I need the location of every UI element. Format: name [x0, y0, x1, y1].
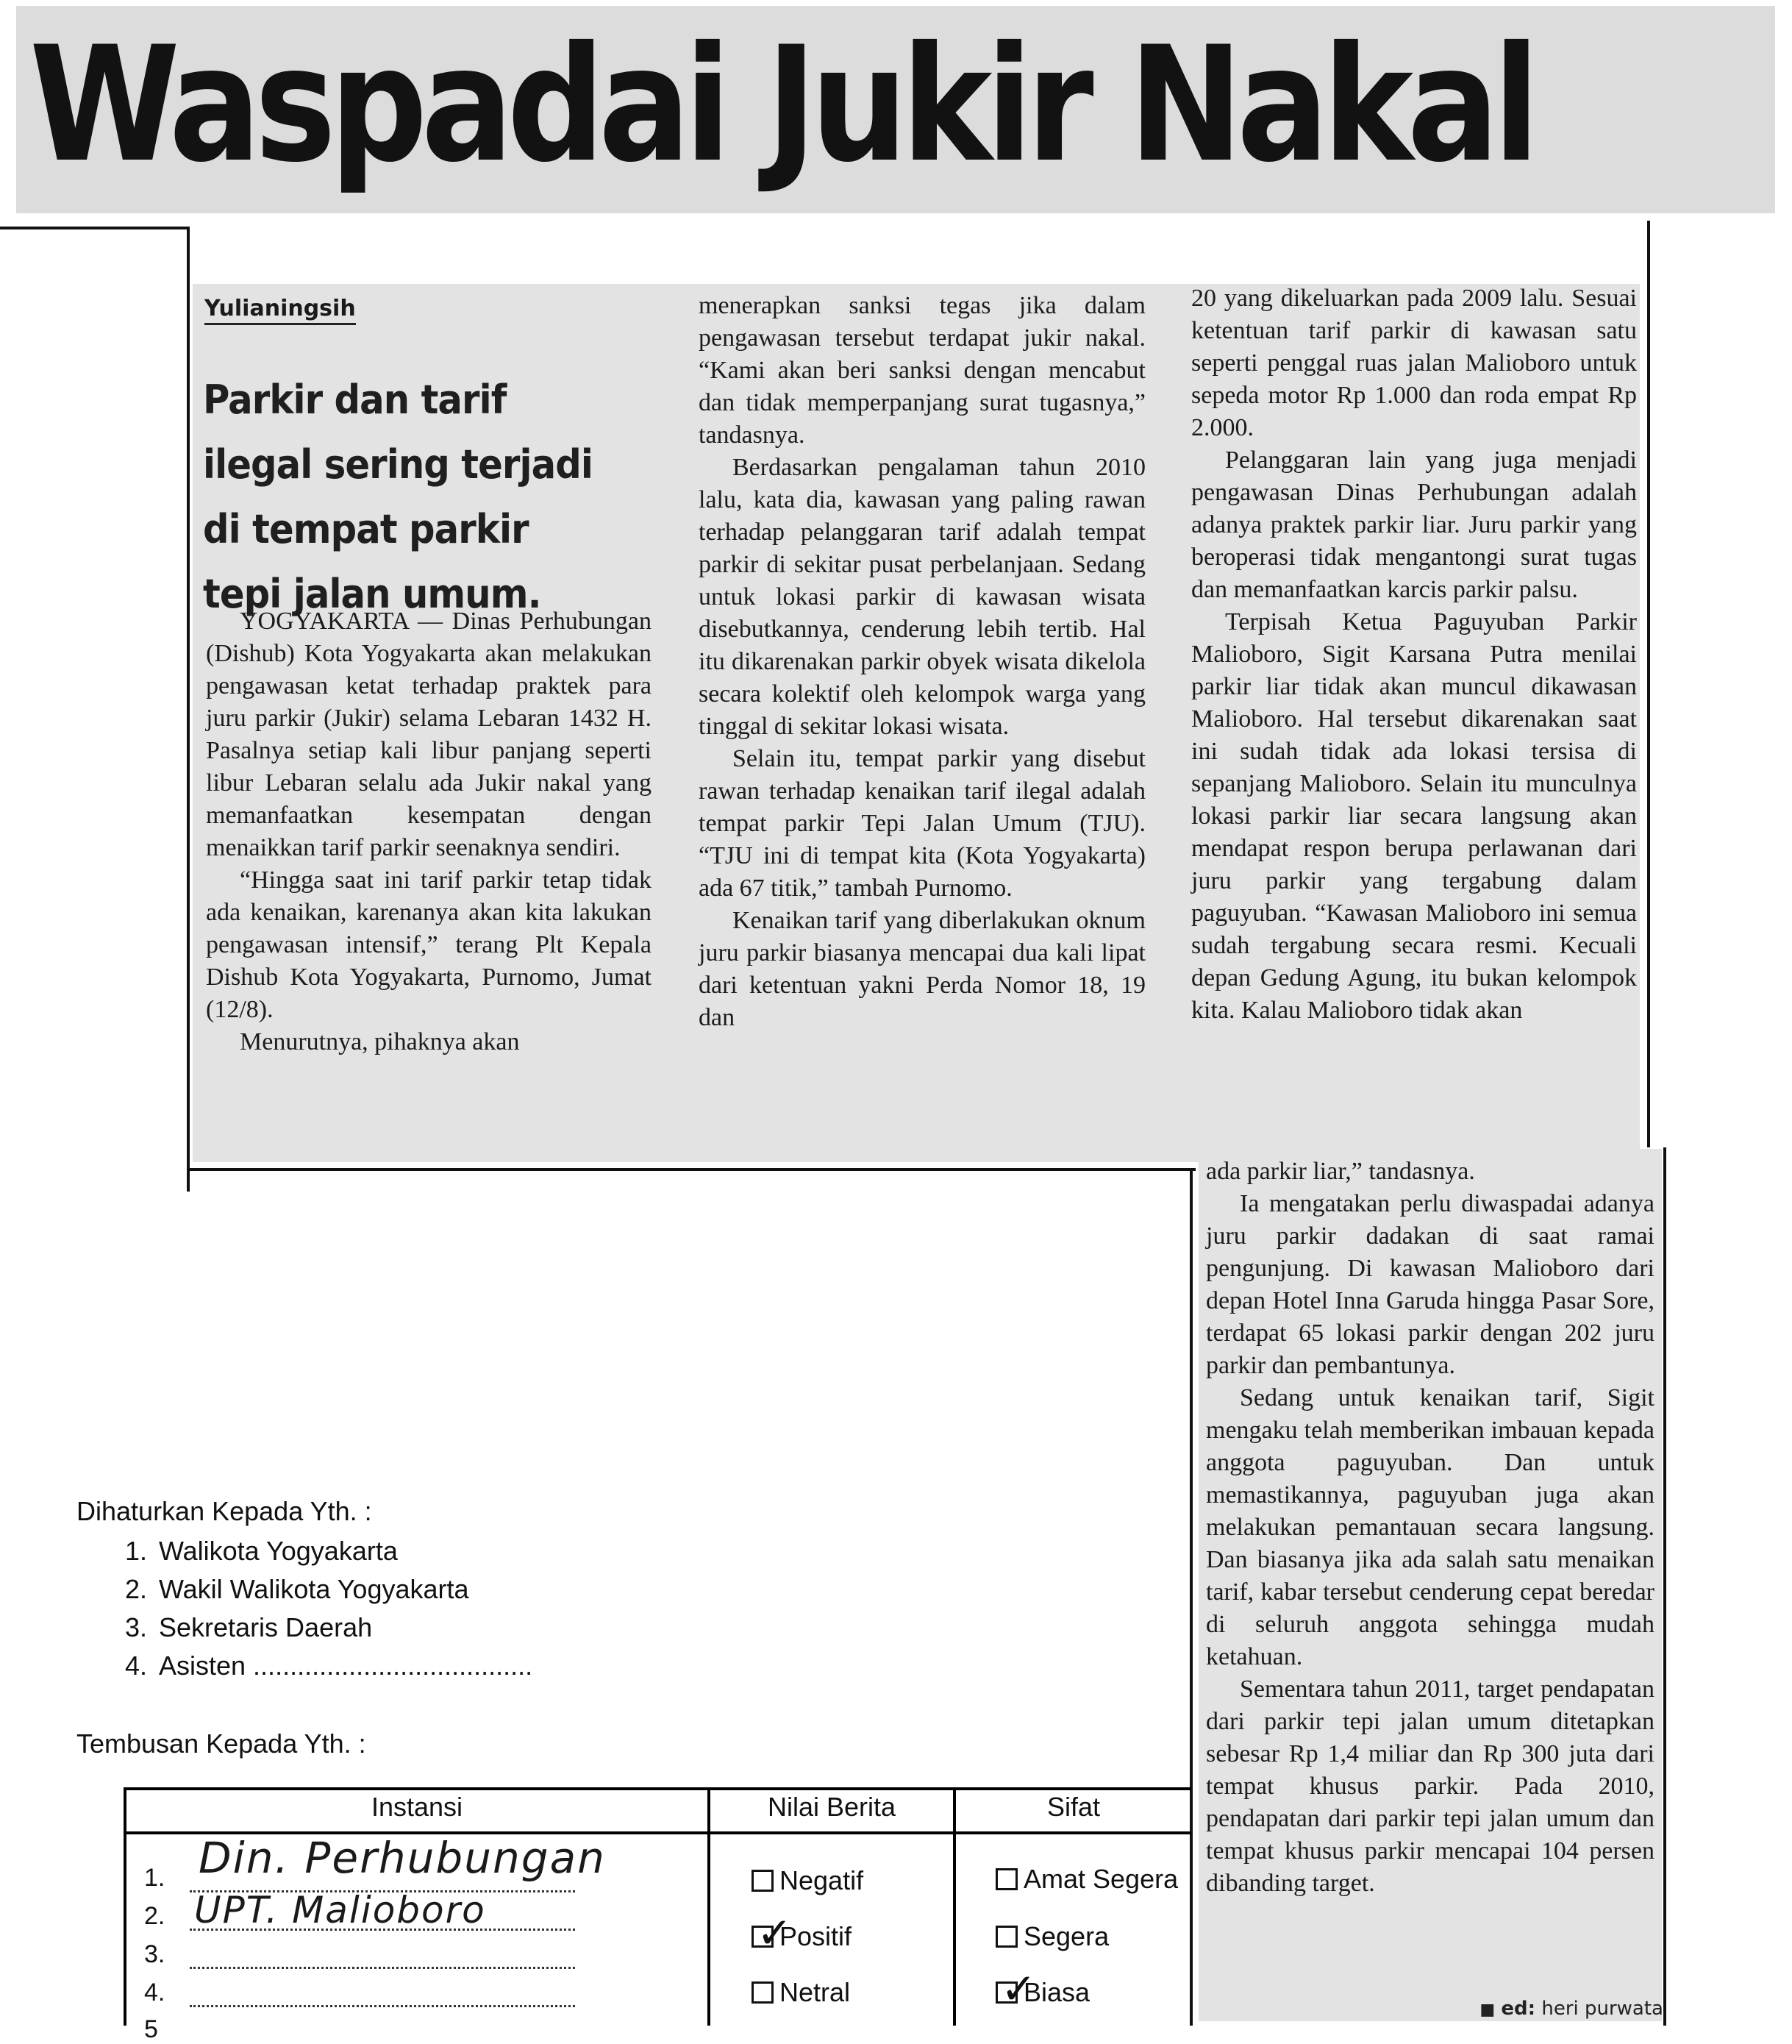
row-number: 5 — [144, 2015, 158, 2043]
paragraph: Sedang untuk kenaikan tarif, Sigit mengaku telah memberikan imbauan kepada anggota paguyuban. Dan untuk memastikannya, paguyuban juga akan melakukan pemantauan secara langsung. Dan biasanya jika ada salah satu menaikan tarif, kabar tersebut cenderung cepat beredar di seluruh anggota sehingga mudah ketahuan. — [1206, 1384, 1654, 1670]
square-bullet-icon: ■ — [1479, 2001, 1496, 2019]
row-dotted-line — [190, 1967, 575, 1969]
checkbox[interactable] — [752, 1981, 774, 2004]
article-column-4 — [1206, 1155, 1654, 1900]
column-header-sifat: Sifat — [1046, 1792, 1101, 1822]
cut-line-mid — [187, 1168, 1196, 1171]
paragraph: YOGYAKARTA — Dinas Perhubungan (Dishub) Kota Yogyakarta akan melakukan pengawasan ketat terhadap praktek para juru parkir (Jukir) selama Lebaran 1432 H. Pasalnya setiap kali libur panjang seperti libur Lebaran selalu ada Jukir nakal yang memanfaatkan kesempatan dengan menaikkan tarif parkir seenaknya sendiri. — [206, 608, 652, 861]
article-column-3 — [1191, 282, 1637, 1027]
checkmark-icon: ✓ — [757, 1908, 793, 1958]
form-title: Dihaturkan Kepada Yth. : — [76, 1496, 372, 1526]
recipient-number: 3. — [125, 1612, 148, 1642]
paragraph: menerapkan sanksi tegas jika dalam pengawasan tersebut terdapat jukir nakal. “Kami akan beri sanksi dengan mencabut dan tidak memperpanjang surat tugasnya,” tandasnya. — [699, 292, 1146, 449]
option-netral[interactable] — [752, 1977, 850, 2008]
byline: Yulianingsih — [204, 296, 356, 325]
option-label: Netral — [779, 1977, 851, 2007]
paragraph: Selain itu, tempat parkir yang disebut rawan terhadap kenaikan tarif ilegal adalah tempat parkir Tepi Jalan Umum (TJU). “TJU ini di tempat kita (Kota Yogyakarta) ada 67 titik,” tambah Purnomo. — [699, 745, 1146, 902]
paragraph: Ia mengatakan perlu diwaspadai adanya juru parkir dadakan di saat ramai pengunjung. Di kawasan Malioboro dari depan Hotel Inna Garuda hingga Pasar Sore, terdapat 65 lokasi parkir dengan 202 juru parkir dan pembantunya. — [1206, 1190, 1654, 1379]
paragraph: Menurutnya, pihaknya akan — [240, 1028, 520, 1055]
table-divider-1 — [707, 1787, 710, 2026]
checkbox[interactable] — [752, 1908, 793, 1958]
recipient-name: Wakil Walikota Yogyakarta — [159, 1574, 469, 1604]
row-number: 1. — [144, 1864, 165, 1892]
credit-name: heri purwata — [1541, 1998, 1663, 2020]
checkbox[interactable] — [752, 1870, 774, 1892]
column-header-instansi: Instansi — [371, 1792, 463, 1822]
recipient-name: Walikota Yogyakarta — [159, 1536, 398, 1566]
option-label: Negatif — [779, 1865, 864, 1895]
cut-line-left — [187, 227, 190, 1192]
recipient-name: Asisten ...................................... — [159, 1650, 533, 1681]
cut-line-right — [1647, 221, 1650, 1147]
column-header-nilai-berita: Nilai Berita — [767, 1792, 896, 1822]
cut-line-mid-vertical — [1190, 1168, 1193, 2026]
recipient-number: 1. — [125, 1536, 148, 1566]
option-segera[interactable] — [996, 1921, 1109, 1952]
headline: Waspadai Jukir Nakal — [29, 13, 1534, 197]
option-label: Amat Segera — [1024, 1864, 1179, 1894]
paragraph: ada parkir liar,” tandasnya. — [1206, 1158, 1475, 1185]
paragraph: 20 yang dikeluarkan pada 2009 lalu. Sesuai ketentuan tarif parkir di kawasan satu seperti penggal ruas jalan Malioboro untuk sepeda motor Rp 1.000 dan roda empat Rp 2.000. — [1191, 285, 1637, 441]
option-positif[interactable] — [752, 1908, 852, 1958]
subhead: Parkir dan tarif ilegal sering terjadi di tempat parkir tepi jalan umum. — [203, 377, 593, 617]
handwritten-entry: UPT. Malioboro — [194, 1889, 486, 1931]
paragraph: Sementara tahun 2011, target pendapatan dari parkir tepi jalan umum ditetapkan sebesar Rp 1,4 miliar dan Rp 300 juta dari tempat khusus parkir. Pada 2010, pendapatan dari parkir tepi jalan umum dan tempat khusus parkir mencapai 104 persen dibanding target. — [1206, 1676, 1654, 1897]
paragraph: Kenaikan tarif yang diberlakukan oknum juru parkir biasanya mencapai dua kali lipat dari ketentuan yakni Perda Nomor 18, 19 dan — [699, 907, 1146, 1031]
table-border-left — [124, 1787, 126, 2026]
editor-credit — [1479, 1998, 1663, 2020]
row-number: 2. — [144, 1902, 165, 1930]
credit-label: ed: — [1501, 1998, 1536, 2020]
option-negatif[interactable] — [752, 1865, 863, 1896]
recipient-item — [125, 1612, 372, 1643]
article-column-2 — [699, 290, 1146, 1034]
option-label: Segera — [1024, 1921, 1110, 1951]
table-divider-2 — [953, 1787, 956, 2026]
recipient-item — [125, 1650, 532, 1681]
checkbox[interactable] — [996, 1868, 1018, 1890]
option-label: Biasa — [1024, 1977, 1090, 2007]
row-dotted-line — [190, 2005, 575, 2007]
checkbox[interactable] — [996, 1926, 1018, 1948]
paragraph: “Hingga saat ini tarif parkir tetap tidak ada kenaikan, karenanya akan kita lakukan pengawasan intensif,” terang Plt Kepala Dishub Kota Yogyakarta, Purnomo, Jumat (12/8). — [206, 866, 652, 1023]
recipient-item — [125, 1536, 398, 1567]
paragraph: Pelanggaran lain yang juga menjadi pengawasan Dinas Perhubungan adalah adanya praktek parkir liar. Juru parkir yang beroperasi tidak mengantongi surat tugas dan memanfaatkan karcis parkir palsu. — [1191, 446, 1637, 603]
recipient-number: 4. — [125, 1650, 148, 1681]
paragraph: Terpisah Ketua Paguyuban Parkir Malioboro, Sigit Karsana Putra menilai parkir liar tidak akan muncul dikawasan Malioboro. Hal tersebut dikarenakan saat ini sudah tidak ada lokasi tersisa di sepanjang Malioboro. Selain itu munculnya lokasi parkir liar secara langsung akan mendapat respon berupa perlawanan dari juru parkir yang tergabung dalam paguyuban. “Kawasan Malioboro ini semua sudah tergabung secara resmi. Kecuali depan Gedung Agung, itu bukan kelompok kita. Kalau Malioboro tidak akan — [1191, 608, 1637, 1024]
handwritten-entry: Din. Perhubungan — [199, 1833, 606, 1883]
paragraph: Berdasarkan pengalaman tahun 2010 lalu, kata dia, kawasan yang paling rawan terhadap pelanggaran tarif adalah tempat parkir di sekitar pusat perbelanjaan. Sedang untuk lokasi parkir di kawasan wisata disebutkannya, cenderung lebih tertib. Hal itu dikarenakan parkir obyek wisata dikelola secara kolektif oleh kelompok warga yang tinggal di sekitar lokasi wisata. — [699, 454, 1146, 740]
option-amat-segera[interactable] — [996, 1864, 1178, 1895]
cut-line-top — [0, 227, 190, 229]
recipient-name: Sekretaris Daerah — [159, 1612, 373, 1642]
recipient-item — [125, 1574, 469, 1605]
recipient-number: 2. — [125, 1574, 148, 1604]
article-column-1 — [206, 605, 652, 1058]
checkbox[interactable] — [996, 1964, 1037, 2014]
cc-title: Tembusan Kepada Yth. : — [76, 1728, 366, 1759]
checkmark-icon: ✓ — [1001, 1964, 1037, 2014]
row-number: 3. — [144, 1940, 165, 1968]
row-number: 4. — [144, 1979, 165, 2006]
table-border-top — [124, 1787, 1191, 1790]
option-biasa[interactable] — [996, 1964, 1090, 2014]
option-label: Positif — [779, 1921, 852, 1951]
cut-line-right-lower — [1663, 1147, 1666, 2026]
